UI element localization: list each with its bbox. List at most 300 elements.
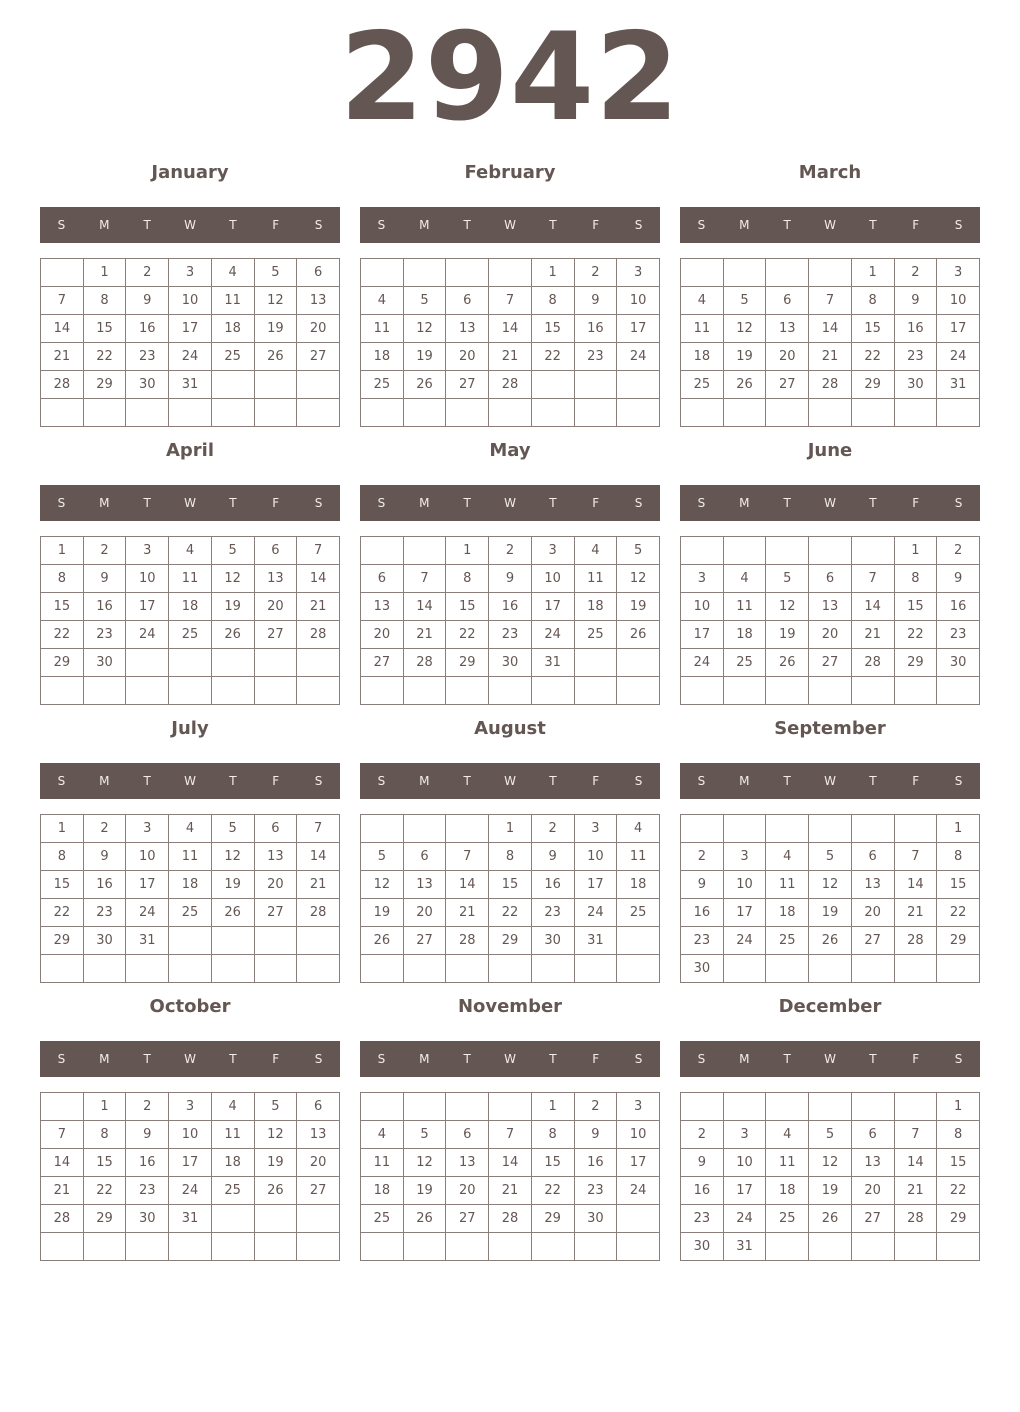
day-cell: 27 <box>403 927 446 955</box>
day-cell: 11 <box>169 565 212 593</box>
day-grid <box>360 814 660 983</box>
day-cell: 8 <box>531 1121 574 1149</box>
day-cell: 8 <box>937 843 980 871</box>
day-cell: 20 <box>851 899 894 927</box>
month-title: June <box>807 440 853 461</box>
day-cell: 25 <box>681 371 724 399</box>
day-cell <box>766 399 809 427</box>
day-cell: 18 <box>211 315 254 343</box>
week-row <box>361 955 660 983</box>
day-cell <box>531 371 574 399</box>
weekday-label: T <box>869 218 877 232</box>
day-cell: 19 <box>766 621 809 649</box>
day-cell <box>254 649 297 677</box>
day-cell: 17 <box>531 593 574 621</box>
day-cell <box>894 815 937 843</box>
day-cell: 12 <box>723 315 766 343</box>
day-cell: 3 <box>681 565 724 593</box>
day-cell: 13 <box>809 593 852 621</box>
weekday-label: F <box>272 774 280 788</box>
day-cell: 28 <box>41 371 84 399</box>
day-cell: 8 <box>531 287 574 315</box>
weekday-label: S <box>57 774 66 788</box>
week-row <box>41 1093 340 1121</box>
week-row <box>41 371 340 399</box>
day-cell: 17 <box>937 315 980 343</box>
weekday-header <box>680 1041 980 1077</box>
day-cell <box>446 259 489 287</box>
day-cell <box>809 259 852 287</box>
day-cell: 16 <box>574 315 617 343</box>
day-cell <box>617 927 660 955</box>
day-cell: 31 <box>937 371 980 399</box>
day-cell: 13 <box>446 315 489 343</box>
day-cell <box>489 677 532 705</box>
weekday-label: S <box>634 218 643 232</box>
weekday-label: S <box>57 218 66 232</box>
weekday-label: S <box>314 774 323 788</box>
weekday-label: S <box>634 496 643 510</box>
day-cell: 5 <box>254 259 297 287</box>
day-cell: 28 <box>297 621 340 649</box>
day-cell: 21 <box>894 899 937 927</box>
day-cell: 21 <box>809 343 852 371</box>
day-cell: 24 <box>531 621 574 649</box>
day-cell <box>937 955 980 983</box>
day-cell: 1 <box>894 537 937 565</box>
day-cell: 19 <box>254 1149 297 1177</box>
day-cell: 15 <box>41 593 84 621</box>
weekday-label: F <box>912 774 920 788</box>
day-cell: 5 <box>403 287 446 315</box>
day-cell <box>574 371 617 399</box>
day-cell: 30 <box>83 649 126 677</box>
day-cell <box>211 399 254 427</box>
day-cell: 17 <box>723 899 766 927</box>
day-cell: 28 <box>851 649 894 677</box>
day-cell: 24 <box>681 649 724 677</box>
day-cell <box>851 399 894 427</box>
day-grid <box>40 1092 340 1261</box>
day-cell <box>851 1233 894 1261</box>
day-cell: 19 <box>403 1177 446 1205</box>
day-cell: 30 <box>126 1205 169 1233</box>
day-cell: 23 <box>126 343 169 371</box>
day-cell: 27 <box>254 899 297 927</box>
weekday-label: T <box>143 1052 151 1066</box>
week-row <box>361 259 660 287</box>
day-cell <box>723 537 766 565</box>
day-cell: 1 <box>851 259 894 287</box>
day-cell: 2 <box>574 1093 617 1121</box>
month-title: May <box>489 440 531 461</box>
week-row <box>41 1121 340 1149</box>
day-cell: 9 <box>937 565 980 593</box>
day-cell <box>446 1093 489 1121</box>
day-cell: 20 <box>766 343 809 371</box>
day-cell: 20 <box>254 593 297 621</box>
day-cell: 22 <box>489 899 532 927</box>
day-cell: 29 <box>446 649 489 677</box>
day-cell: 21 <box>297 871 340 899</box>
day-cell <box>489 955 532 983</box>
weekday-label: T <box>143 496 151 510</box>
day-cell <box>126 677 169 705</box>
day-cell: 12 <box>617 565 660 593</box>
day-cell <box>83 955 126 983</box>
day-cell: 8 <box>41 565 84 593</box>
day-cell: 28 <box>809 371 852 399</box>
day-cell: 30 <box>574 1205 617 1233</box>
day-cell <box>617 677 660 705</box>
day-cell: 7 <box>446 843 489 871</box>
day-cell: 11 <box>617 843 660 871</box>
day-cell: 10 <box>169 1121 212 1149</box>
month-title: August <box>474 718 546 739</box>
day-cell: 5 <box>617 537 660 565</box>
day-cell: 26 <box>723 371 766 399</box>
day-cell <box>41 1233 84 1261</box>
day-cell: 6 <box>254 537 297 565</box>
week-row <box>41 399 340 427</box>
day-cell: 10 <box>617 1121 660 1149</box>
day-cell <box>894 955 937 983</box>
weekday-label: S <box>377 218 386 232</box>
day-cell: 23 <box>574 343 617 371</box>
day-cell: 16 <box>574 1149 617 1177</box>
day-cell: 24 <box>169 343 212 371</box>
day-cell: 22 <box>41 621 84 649</box>
week-row <box>681 899 980 927</box>
day-cell: 26 <box>403 371 446 399</box>
day-cell: 7 <box>851 565 894 593</box>
weekday-label: F <box>272 1052 280 1066</box>
day-cell: 12 <box>403 1149 446 1177</box>
day-cell <box>169 399 212 427</box>
day-cell: 30 <box>937 649 980 677</box>
weekday-label: T <box>463 774 471 788</box>
day-cell: 26 <box>211 899 254 927</box>
day-cell <box>169 955 212 983</box>
week-row <box>361 537 660 565</box>
day-cell: 1 <box>446 537 489 565</box>
week-row <box>681 621 980 649</box>
month-title: April <box>165 440 215 461</box>
weekday-label: S <box>377 774 386 788</box>
day-cell: 22 <box>894 621 937 649</box>
day-cell: 29 <box>489 927 532 955</box>
day-cell <box>446 399 489 427</box>
day-cell <box>723 815 766 843</box>
day-cell: 18 <box>766 1177 809 1205</box>
day-cell: 19 <box>403 343 446 371</box>
day-cell: 3 <box>574 815 617 843</box>
day-cell: 12 <box>809 1149 852 1177</box>
day-cell: 13 <box>766 315 809 343</box>
week-row <box>361 593 660 621</box>
day-cell: 12 <box>809 871 852 899</box>
day-cell: 28 <box>403 649 446 677</box>
day-cell: 2 <box>681 1121 724 1149</box>
day-cell: 9 <box>531 843 574 871</box>
day-cell: 1 <box>937 815 980 843</box>
day-cell <box>766 537 809 565</box>
day-cell <box>403 1233 446 1261</box>
day-cell: 30 <box>126 371 169 399</box>
weekday-header <box>40 763 340 799</box>
day-cell: 3 <box>126 537 169 565</box>
weekday-label: W <box>824 774 836 788</box>
weekday-label: S <box>314 218 323 232</box>
day-cell: 24 <box>723 1205 766 1233</box>
day-cell: 23 <box>681 927 724 955</box>
week-row <box>681 399 980 427</box>
day-cell: 12 <box>254 1121 297 1149</box>
day-cell <box>617 1205 660 1233</box>
day-cell: 30 <box>681 1233 724 1261</box>
day-cell: 17 <box>126 593 169 621</box>
day-cell: 20 <box>297 1149 340 1177</box>
week-row <box>41 593 340 621</box>
day-cell: 10 <box>169 287 212 315</box>
weekday-label: T <box>463 218 471 232</box>
day-cell <box>403 677 446 705</box>
weekday-label: F <box>592 774 600 788</box>
day-cell: 5 <box>403 1121 446 1149</box>
day-cell: 26 <box>254 343 297 371</box>
day-cell: 1 <box>83 1093 126 1121</box>
week-row <box>361 371 660 399</box>
day-cell: 4 <box>361 287 404 315</box>
weekday-label: S <box>57 1052 66 1066</box>
day-cell: 27 <box>446 1205 489 1233</box>
day-cell: 25 <box>361 371 404 399</box>
day-cell: 3 <box>169 1093 212 1121</box>
day-cell: 23 <box>531 899 574 927</box>
week-row <box>41 1149 340 1177</box>
day-cell <box>574 677 617 705</box>
day-cell: 7 <box>41 287 84 315</box>
weekday-header <box>40 485 340 521</box>
day-cell: 2 <box>681 843 724 871</box>
day-cell: 8 <box>894 565 937 593</box>
weekday-label: W <box>184 496 196 510</box>
day-cell: 6 <box>851 1121 894 1149</box>
weekday-label: W <box>504 774 516 788</box>
day-cell <box>403 537 446 565</box>
day-cell <box>809 537 852 565</box>
day-cell <box>617 1233 660 1261</box>
day-cell <box>617 399 660 427</box>
day-cell: 5 <box>809 843 852 871</box>
day-cell <box>297 1205 340 1233</box>
week-row <box>361 1149 660 1177</box>
day-cell: 24 <box>126 899 169 927</box>
weekday-label: S <box>697 1052 706 1066</box>
day-cell: 18 <box>723 621 766 649</box>
day-cell <box>297 399 340 427</box>
day-cell: 11 <box>766 871 809 899</box>
day-cell <box>531 399 574 427</box>
day-cell: 24 <box>126 621 169 649</box>
day-cell: 16 <box>126 315 169 343</box>
day-cell: 30 <box>894 371 937 399</box>
day-cell <box>723 677 766 705</box>
day-cell: 15 <box>41 871 84 899</box>
day-cell: 23 <box>83 899 126 927</box>
day-cell: 16 <box>937 593 980 621</box>
day-cell <box>446 677 489 705</box>
day-cell: 24 <box>937 343 980 371</box>
day-cell <box>617 371 660 399</box>
day-cell: 18 <box>617 871 660 899</box>
day-cell <box>681 1093 724 1121</box>
day-cell: 6 <box>809 565 852 593</box>
day-cell <box>531 677 574 705</box>
day-cell: 20 <box>851 1177 894 1205</box>
day-cell: 14 <box>297 565 340 593</box>
day-cell <box>766 677 809 705</box>
weekday-header <box>360 763 660 799</box>
day-cell: 16 <box>83 593 126 621</box>
day-cell: 26 <box>809 927 852 955</box>
day-cell: 12 <box>211 565 254 593</box>
day-cell: 26 <box>766 649 809 677</box>
month-title: July <box>171 718 209 739</box>
day-cell: 8 <box>851 287 894 315</box>
day-cell: 18 <box>361 1177 404 1205</box>
day-cell: 24 <box>169 1177 212 1205</box>
day-cell <box>297 649 340 677</box>
week-row <box>361 287 660 315</box>
day-cell: 1 <box>531 1093 574 1121</box>
day-cell: 6 <box>361 565 404 593</box>
weekday-header <box>360 1041 660 1077</box>
day-cell: 15 <box>531 1149 574 1177</box>
day-cell: 5 <box>723 287 766 315</box>
day-cell: 8 <box>83 287 126 315</box>
day-cell <box>211 677 254 705</box>
weekday-label: W <box>504 496 516 510</box>
week-row <box>361 1233 660 1261</box>
weekday-label: S <box>954 496 963 510</box>
day-cell: 3 <box>617 1093 660 1121</box>
day-cell <box>617 955 660 983</box>
day-cell: 17 <box>126 871 169 899</box>
day-cell: 29 <box>83 1205 126 1233</box>
day-cell: 15 <box>531 315 574 343</box>
day-cell: 27 <box>851 1205 894 1233</box>
week-row <box>361 927 660 955</box>
weekday-header <box>680 207 980 243</box>
day-cell: 22 <box>937 899 980 927</box>
day-cell: 22 <box>83 343 126 371</box>
weekday-label: M <box>739 218 750 232</box>
day-cell: 8 <box>83 1121 126 1149</box>
day-cell: 27 <box>297 343 340 371</box>
day-cell: 10 <box>723 871 766 899</box>
weekday-header <box>40 1041 340 1077</box>
day-cell: 9 <box>574 1121 617 1149</box>
week-row <box>361 843 660 871</box>
day-cell: 1 <box>937 1093 980 1121</box>
weekday-label: T <box>783 1052 791 1066</box>
day-cell: 7 <box>809 287 852 315</box>
week-row <box>41 871 340 899</box>
day-cell <box>254 955 297 983</box>
weekday-label: S <box>57 496 66 510</box>
day-cell: 2 <box>894 259 937 287</box>
day-cell <box>446 815 489 843</box>
day-cell <box>681 677 724 705</box>
day-cell: 10 <box>574 843 617 871</box>
day-cell: 6 <box>254 815 297 843</box>
week-row <box>681 843 980 871</box>
day-cell: 13 <box>254 565 297 593</box>
week-row <box>681 259 980 287</box>
day-cell <box>489 1093 532 1121</box>
day-cell <box>83 1233 126 1261</box>
weekday-header <box>40 207 340 243</box>
day-cell: 19 <box>723 343 766 371</box>
week-row <box>681 537 980 565</box>
day-cell: 18 <box>169 871 212 899</box>
day-cell: 20 <box>809 621 852 649</box>
day-cell: 2 <box>937 537 980 565</box>
day-cell <box>361 815 404 843</box>
weekday-label: T <box>143 774 151 788</box>
day-cell: 24 <box>723 927 766 955</box>
day-cell: 20 <box>403 899 446 927</box>
weekday-label: M <box>99 774 110 788</box>
day-cell: 2 <box>83 537 126 565</box>
weekday-label: M <box>99 218 110 232</box>
week-row <box>361 899 660 927</box>
day-cell <box>851 815 894 843</box>
day-cell: 28 <box>894 1205 937 1233</box>
day-cell <box>211 371 254 399</box>
day-cell: 22 <box>531 343 574 371</box>
day-cell: 21 <box>489 343 532 371</box>
day-cell <box>211 1205 254 1233</box>
day-cell: 29 <box>83 371 126 399</box>
day-cell: 5 <box>211 815 254 843</box>
weekday-label: T <box>869 496 877 510</box>
day-cell <box>403 259 446 287</box>
day-cell: 15 <box>446 593 489 621</box>
day-cell: 16 <box>126 1149 169 1177</box>
day-cell: 25 <box>723 649 766 677</box>
week-row <box>361 1205 660 1233</box>
weekday-label: S <box>314 1052 323 1066</box>
week-row <box>681 871 980 899</box>
day-cell: 13 <box>254 843 297 871</box>
day-cell: 27 <box>361 649 404 677</box>
week-row <box>361 1177 660 1205</box>
day-cell: 11 <box>766 1149 809 1177</box>
day-cell <box>126 399 169 427</box>
day-cell: 6 <box>297 1093 340 1121</box>
day-cell: 29 <box>41 927 84 955</box>
day-cell: 20 <box>446 343 489 371</box>
month-title: February <box>464 162 556 183</box>
day-cell: 6 <box>297 259 340 287</box>
day-cell: 22 <box>41 899 84 927</box>
day-cell: 7 <box>489 287 532 315</box>
week-row <box>41 621 340 649</box>
day-cell: 17 <box>723 1177 766 1205</box>
weekday-header <box>680 763 980 799</box>
